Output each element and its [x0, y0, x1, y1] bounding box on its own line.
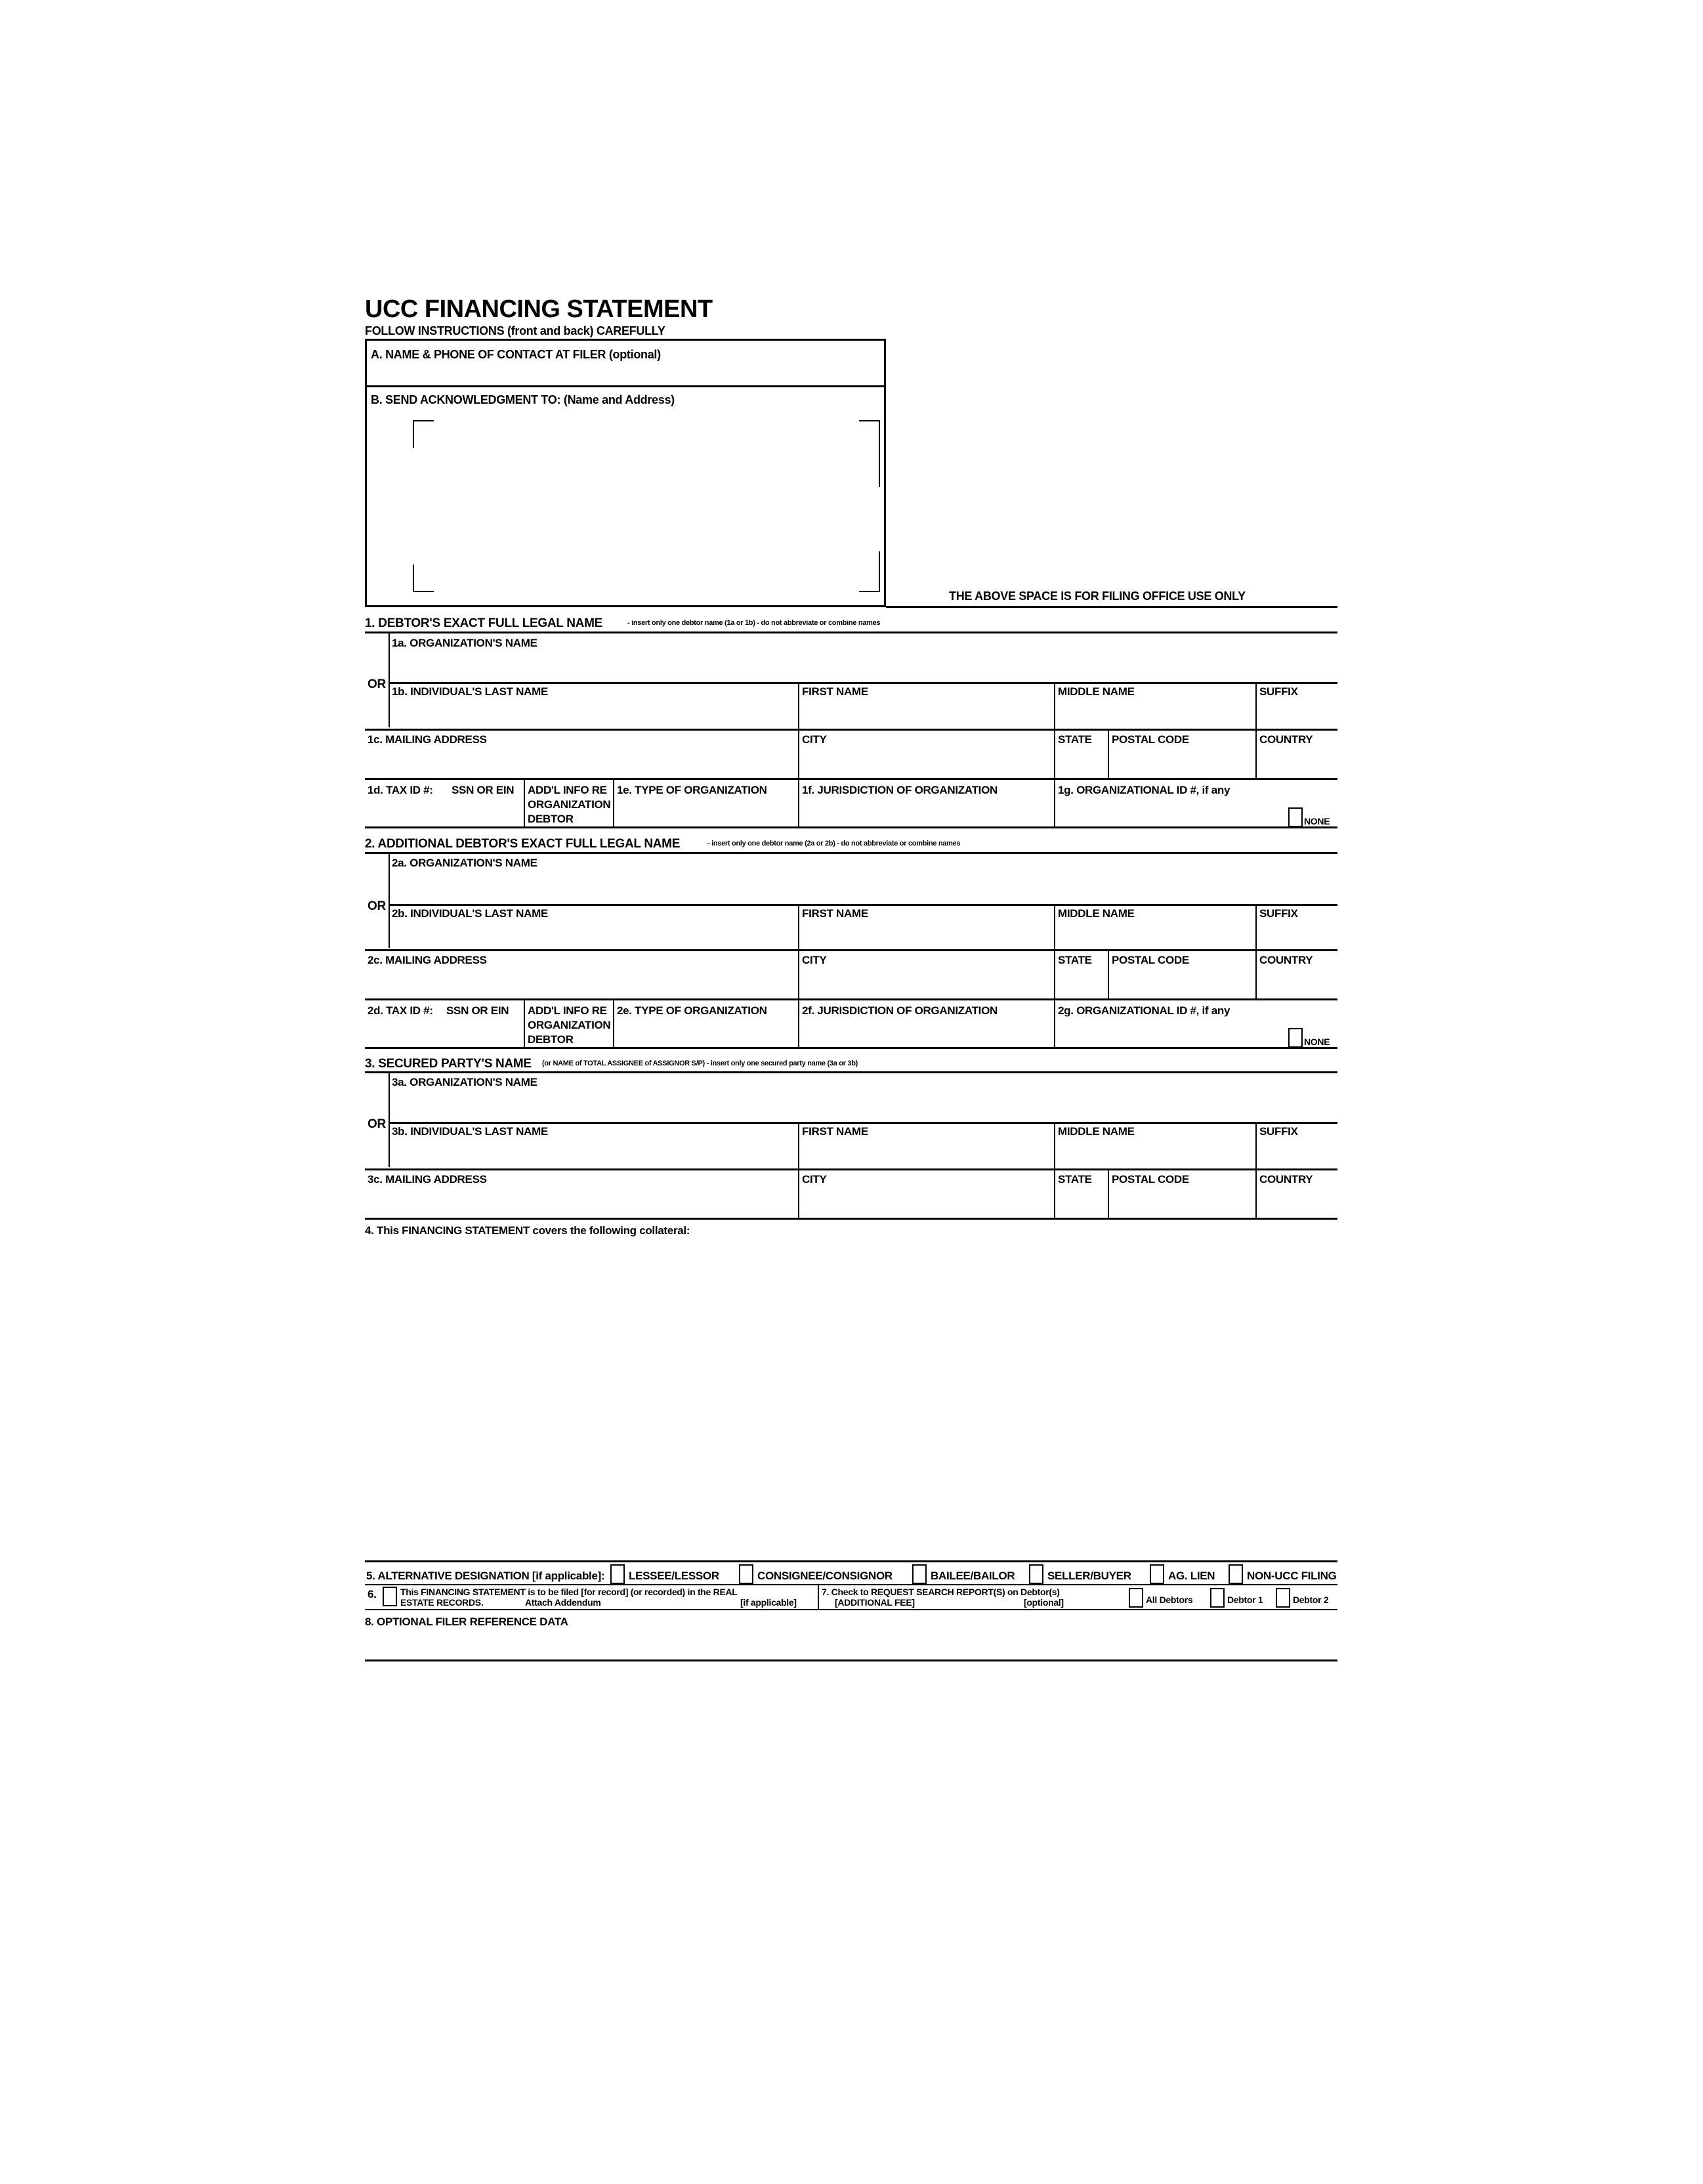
- section1-orgtype-label: 1e. TYPE OF ORGANIZATION: [617, 784, 767, 796]
- section3-city-label: CITY: [802, 1173, 827, 1186]
- section1-city-label: CITY: [802, 733, 827, 746]
- lessee-lessor-checkbox[interactable]: [610, 1564, 625, 1584]
- rule: [1255, 682, 1257, 779]
- real-estate-records-checkbox[interactable]: [383, 1587, 397, 1606]
- section1-note: - insert only one debtor name (1a or 1b) - do not abbreviate or combine names: [627, 619, 881, 627]
- section1-taxid-label: 1d. TAX ID #:: [368, 784, 433, 796]
- section1-ssn-label: SSN OR EIN: [452, 784, 515, 796]
- section2-mailing-label: 2c. MAILING ADDRESS: [368, 954, 487, 966]
- section1-country-label: COUNTRY: [1259, 733, 1313, 746]
- section1-none-checkbox[interactable]: [1288, 807, 1303, 827]
- debtor2-label: Debtor 2: [1293, 1595, 1329, 1605]
- section2-last-name-label: 2b. INDIVIDUAL'S LAST NAME: [392, 907, 549, 920]
- section1-org-name-label: 1a. ORGANIZATION'S NAME: [392, 637, 537, 649]
- rule: [1255, 1122, 1257, 1219]
- section3-country-label: COUNTRY: [1259, 1173, 1313, 1186]
- filing-office-label: THE ABOVE SPACE IS FOR FILING OFFICE USE ONLY: [949, 589, 1246, 603]
- section2-jurisdiction-label: 2f. JURISDICTION OF ORGANIZATION: [802, 1004, 998, 1017]
- section7-text-3: [optional]: [1024, 1597, 1064, 1608]
- section8-label: 8. OPTIONAL FILER REFERENCE DATA: [365, 1616, 568, 1628]
- non-ucc-filing-checkbox[interactable]: [1229, 1564, 1243, 1584]
- section2-country-label: COUNTRY: [1259, 954, 1313, 966]
- section2-addl-2: ORGANIZATION: [528, 1019, 611, 1031]
- section2-state-label: STATE: [1058, 954, 1092, 966]
- section1-addl-1: ADD'L INFO RE: [528, 784, 607, 796]
- debtor1-label: Debtor 1: [1227, 1595, 1263, 1605]
- rule: [1054, 682, 1055, 779]
- section1-addl-3: DEBTOR: [528, 813, 574, 825]
- or-label: OR: [368, 1117, 386, 1131]
- rule: [365, 1560, 1337, 1562]
- section1-addl-2: ORGANIZATION: [528, 798, 611, 811]
- section6-number: 6.: [368, 1588, 377, 1600]
- debtor1-checkbox[interactable]: [1210, 1588, 1225, 1608]
- collateral-area[interactable]: [365, 1241, 1337, 1556]
- rule: [365, 1218, 1337, 1220]
- or-label: OR: [368, 899, 386, 913]
- rule: [1054, 1122, 1055, 1219]
- section4-label: 4. This FINANCING STATEMENT covers the following collateral:: [365, 1224, 690, 1237]
- rule: [798, 682, 799, 779]
- section1-mailing-label: 1c. MAILING ADDRESS: [368, 733, 487, 746]
- lessee-lessor-label: LESSEE/LESSOR: [629, 1570, 719, 1582]
- acknowledgment-label: B. SEND ACKNOWLEDGMENT TO: (Name and Address): [371, 393, 675, 406]
- filer-reference-field[interactable]: [365, 1631, 1337, 1658]
- all-debtors-label: All Debtors: [1146, 1595, 1193, 1605]
- rule: [798, 904, 799, 1000]
- section3-last-name-label: 3b. INDIVIDUAL'S LAST NAME: [392, 1125, 549, 1138]
- rule: [365, 1047, 1337, 1049]
- rule: [798, 1122, 799, 1219]
- ag-lien-label: AG. LIEN: [1168, 1570, 1215, 1582]
- rule: [613, 1000, 614, 1047]
- section1-state-label: STATE: [1058, 733, 1092, 746]
- corner-bracket-bottom-right: [859, 551, 880, 592]
- section2-none-label: NONE: [1304, 1037, 1330, 1047]
- rule: [365, 1168, 1337, 1170]
- section2-orgid-label: 2g. ORGANIZATIONAL ID #, if any: [1058, 1004, 1230, 1017]
- form-instructions: FOLLOW INSTRUCTIONS (front and back) CAREFULLY: [365, 324, 665, 337]
- section2-taxid-label: 2d. TAX ID #:: [368, 1004, 433, 1017]
- section2-heading: 2. ADDITIONAL DEBTOR'S EXACT FULL LEGAL NAME: [365, 837, 681, 851]
- rule: [365, 778, 1337, 780]
- contact-box[interactable]: [365, 339, 886, 387]
- rule: [1054, 904, 1055, 1000]
- rule: [365, 729, 1337, 731]
- seller-buyer-label: SELLER/BUYER: [1047, 1570, 1131, 1582]
- section6-text-2: ESTATE RECORDS.: [400, 1597, 484, 1608]
- rule: [365, 826, 1337, 828]
- section2-left-bracket: [389, 852, 390, 948]
- section3-heading: 3. SECURED PARTY'S NAME: [365, 1057, 532, 1071]
- section3-left-bracket: [389, 1071, 390, 1167]
- seller-buyer-checkbox[interactable]: [1029, 1564, 1043, 1584]
- rule: [365, 852, 1337, 854]
- acknowledgment-box[interactable]: [365, 385, 886, 607]
- section3-org-name-label: 3a. ORGANIZATION'S NAME: [392, 1076, 537, 1088]
- section6-text-1: This FINANCING STATEMENT is to be filed [for record] (or recorded) in the REAL: [400, 1587, 738, 1597]
- section1-heading: 1. DEBTOR'S EXACT FULL LEGAL NAME: [365, 616, 602, 630]
- bailee-bailor-checkbox[interactable]: [912, 1564, 927, 1584]
- section6-text-3: Attach Addendum: [525, 1597, 601, 1608]
- section1-left-bracket: [389, 632, 390, 727]
- rule: [389, 1122, 1337, 1124]
- section2-middle-name-label: MIDDLE NAME: [1058, 907, 1135, 920]
- rule: [613, 779, 614, 826]
- rule: [1108, 949, 1109, 1000]
- section3-middle-name-label: MIDDLE NAME: [1058, 1125, 1135, 1138]
- non-ucc-filing-label: NON-UCC FILING: [1247, 1570, 1337, 1582]
- consignee-consignor-checkbox[interactable]: [739, 1564, 753, 1584]
- rule: [365, 1071, 1337, 1073]
- section1-jurisdiction-label: 1f. JURISDICTION OF ORGANIZATION: [802, 784, 998, 796]
- section2-org-name-label: 2a. ORGANIZATION'S NAME: [392, 857, 537, 869]
- section1-orgid-label: 1g. ORGANIZATIONAL ID #, if any: [1058, 784, 1230, 796]
- rule: [798, 1000, 799, 1047]
- section2-first-name-label: FIRST NAME: [802, 907, 868, 920]
- rule: [524, 1000, 525, 1047]
- rule: [1054, 1000, 1055, 1047]
- section1-suffix-label: SUFFIX: [1259, 685, 1298, 698]
- corner-bracket-top-left: [413, 420, 434, 448]
- section6-text-4: [if applicable]: [740, 1597, 797, 1608]
- section3-state-label: STATE: [1058, 1173, 1092, 1186]
- corner-bracket-top-right: [859, 420, 880, 487]
- debtor2-checkbox[interactable]: [1276, 1588, 1290, 1608]
- rule: [365, 1609, 1337, 1610]
- rule: [1108, 729, 1109, 779]
- rule: [389, 904, 1337, 906]
- rule: [365, 998, 1337, 1000]
- bailee-bailor-label: BAILEE/BAILOR: [931, 1570, 1015, 1582]
- all-debtors-checkbox[interactable]: [1129, 1588, 1143, 1608]
- section2-orgtype-label: 2e. TYPE OF ORGANIZATION: [617, 1004, 767, 1017]
- form-title: UCC FINANCING STATEMENT: [365, 295, 713, 323]
- consignee-consignor-label: CONSIGNEE/CONSIGNOR: [757, 1570, 893, 1582]
- section2-addl-1: ADD'L INFO RE: [528, 1004, 607, 1017]
- section3-suffix-label: SUFFIX: [1259, 1125, 1298, 1138]
- rule: [1108, 1168, 1109, 1219]
- filing-office-rule: [886, 606, 1337, 608]
- section7-text-2: [ADDITIONAL FEE]: [835, 1597, 915, 1608]
- rule: [365, 1659, 1337, 1661]
- section2-city-label: CITY: [802, 954, 827, 966]
- section2-note: - insert only one debtor name (2a or 2b) - do not abbreviate or combine names: [707, 840, 961, 847]
- rule: [389, 682, 1337, 684]
- contact-label: A. NAME & PHONE OF CONTACT AT FILER (optional): [371, 348, 661, 361]
- section2-none-checkbox[interactable]: [1288, 1028, 1303, 1048]
- section2-ssn-label: SSN OR EIN: [446, 1004, 509, 1017]
- section3-first-name-label: FIRST NAME: [802, 1125, 868, 1138]
- rule: [798, 779, 799, 826]
- section2-addl-3: DEBTOR: [528, 1033, 574, 1046]
- section3-note: (or NAME of TOTAL ASSIGNEE of ASSIGNOR S/P) - insert only one secured party name (3a or 3b): [542, 1060, 858, 1067]
- rule: [365, 949, 1337, 951]
- section2-suffix-label: SUFFIX: [1259, 907, 1298, 920]
- corner-bracket-bottom-left: [413, 565, 434, 592]
- section2-postal-label: POSTAL CODE: [1112, 954, 1189, 966]
- rule: [365, 1584, 1337, 1585]
- section5-label: 5. ALTERNATIVE DESIGNATION [if applicable]:: [366, 1570, 605, 1582]
- ag-lien-checkbox[interactable]: [1150, 1564, 1164, 1584]
- rule: [1255, 904, 1257, 1000]
- rule: [1054, 779, 1055, 826]
- rule: [818, 1585, 819, 1609]
- section1-top-rule: [365, 632, 1337, 633]
- section3-mailing-label: 3c. MAILING ADDRESS: [368, 1173, 487, 1186]
- section1-postal-label: POSTAL CODE: [1112, 733, 1189, 746]
- section1-none-label: NONE: [1304, 816, 1330, 826]
- section3-postal-label: POSTAL CODE: [1112, 1173, 1189, 1186]
- or-label: OR: [368, 677, 386, 691]
- section1-middle-name-label: MIDDLE NAME: [1058, 685, 1135, 698]
- section1-last-name-label: 1b. INDIVIDUAL'S LAST NAME: [392, 685, 549, 698]
- section1-first-name-label: FIRST NAME: [802, 685, 868, 698]
- rule: [524, 779, 525, 826]
- section7-text-1: 7. Check to REQUEST SEARCH REPORT(S) on Debtor(s): [822, 1587, 1060, 1597]
